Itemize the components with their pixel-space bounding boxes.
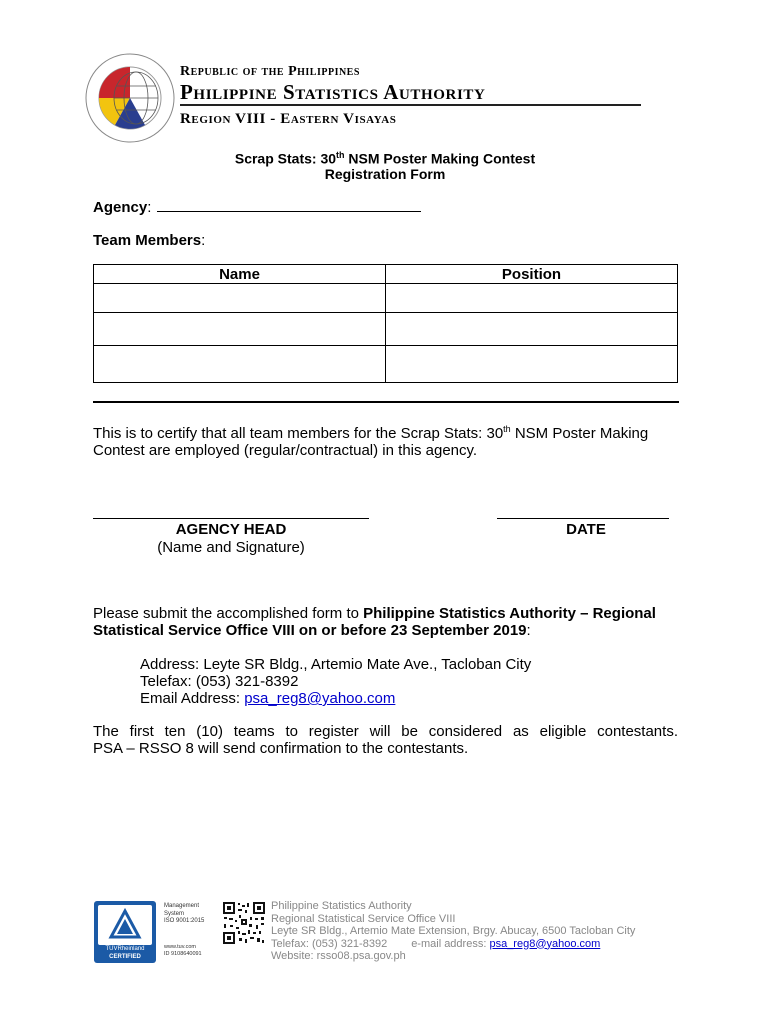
agency-head-signature-line [93,518,369,519]
contact-block [140,656,531,707]
table-row [94,346,678,383]
psa-logo [84,52,176,144]
header-republic: Republic of the Philippines [180,64,360,79]
date-label: DATE [566,521,606,538]
submit-instructions: Please submit the accomplished form to Philippine Statistics Authority – Regional Statistical Service Office VIII on or before 23 September 2019: [93,605,656,639]
header-agency-name: Philippine Statistics Authority [180,80,486,104]
footer-agency: Philippine Statistics Authority [271,900,412,912]
notice-line2: PSA – RSSO 8 will send confirmation to the contestants. [93,740,469,757]
notice-line1: The first ten (10) teams to register will be considered as eligible contestants. [93,723,678,740]
qr-code-icon [222,901,266,945]
agency-blank-line[interactable] [157,199,421,212]
name-cell[interactable] [94,346,386,383]
email-link[interactable]: psa_reg8@yahoo.com [244,690,396,707]
contact-address: Address: Leyte SR Bldg., Artemio Mate Ave., Tacloban City [140,656,532,673]
date-signature-line [497,518,669,519]
header-rule [180,104,641,106]
footer-address: Leyte SR Bldg., Artemio Mate Extension, Brgy. Abucay, 6500 Tacloban City [271,925,636,937]
footer-telefax-email: Telefax: (053) 321-8392 e-mail address: psa_reg8@yahoo.com [271,937,601,950]
agency-field: Agency: [93,199,421,216]
certification-text: This is to certify that all team members for the Scrap Stats: 30th NSM Poster Making Contest are employed (regular/contractual) in this agency. [93,424,649,459]
column-header-position: Position [386,265,678,284]
contact-email: Email Address: psa_reg8@yahoo.com [140,690,396,707]
footer-email-link[interactable]: psa_reg8@yahoo.com [489,937,601,950]
table-row [94,284,678,313]
position-cell[interactable] [386,346,678,383]
footer-website: Website: rsso08.psa.gov.ph [271,950,406,962]
position-cell[interactable] [386,313,678,346]
tuv-certified-badge: TÜVRheinland CERTIFIED [94,901,156,963]
name-cell[interactable] [94,313,386,346]
management-system-text: Management System ISO 9001:2015 [164,903,205,924]
form-title: Scrap Stats: 30th NSM Poster Making Contest [234,150,536,167]
team-members-label: Team Members: [93,232,206,249]
footer-contact [271,900,635,963]
contact-telefax: Telefax: (053) 321-8392 [140,673,299,690]
position-cell[interactable] [386,284,678,313]
tuv-id-text: www.tuv.com ID 9108640091 [164,944,202,957]
footer-office: Regional Statistical Service Office VIII [271,912,456,925]
table-row [94,313,678,346]
tuv-triangle-icon [98,905,152,945]
agency-head-label: AGENCY HEAD [175,521,287,538]
form-subtitle: Registration Form [324,166,446,182]
column-header-name: Name [94,265,386,284]
team-members-table [93,264,678,383]
header-region: Region VIII - Eastern Visayas [180,111,397,127]
name-cell[interactable] [94,284,386,313]
agency-head-sublabel: (Name and Signature) [157,539,305,556]
section-divider [93,401,679,403]
